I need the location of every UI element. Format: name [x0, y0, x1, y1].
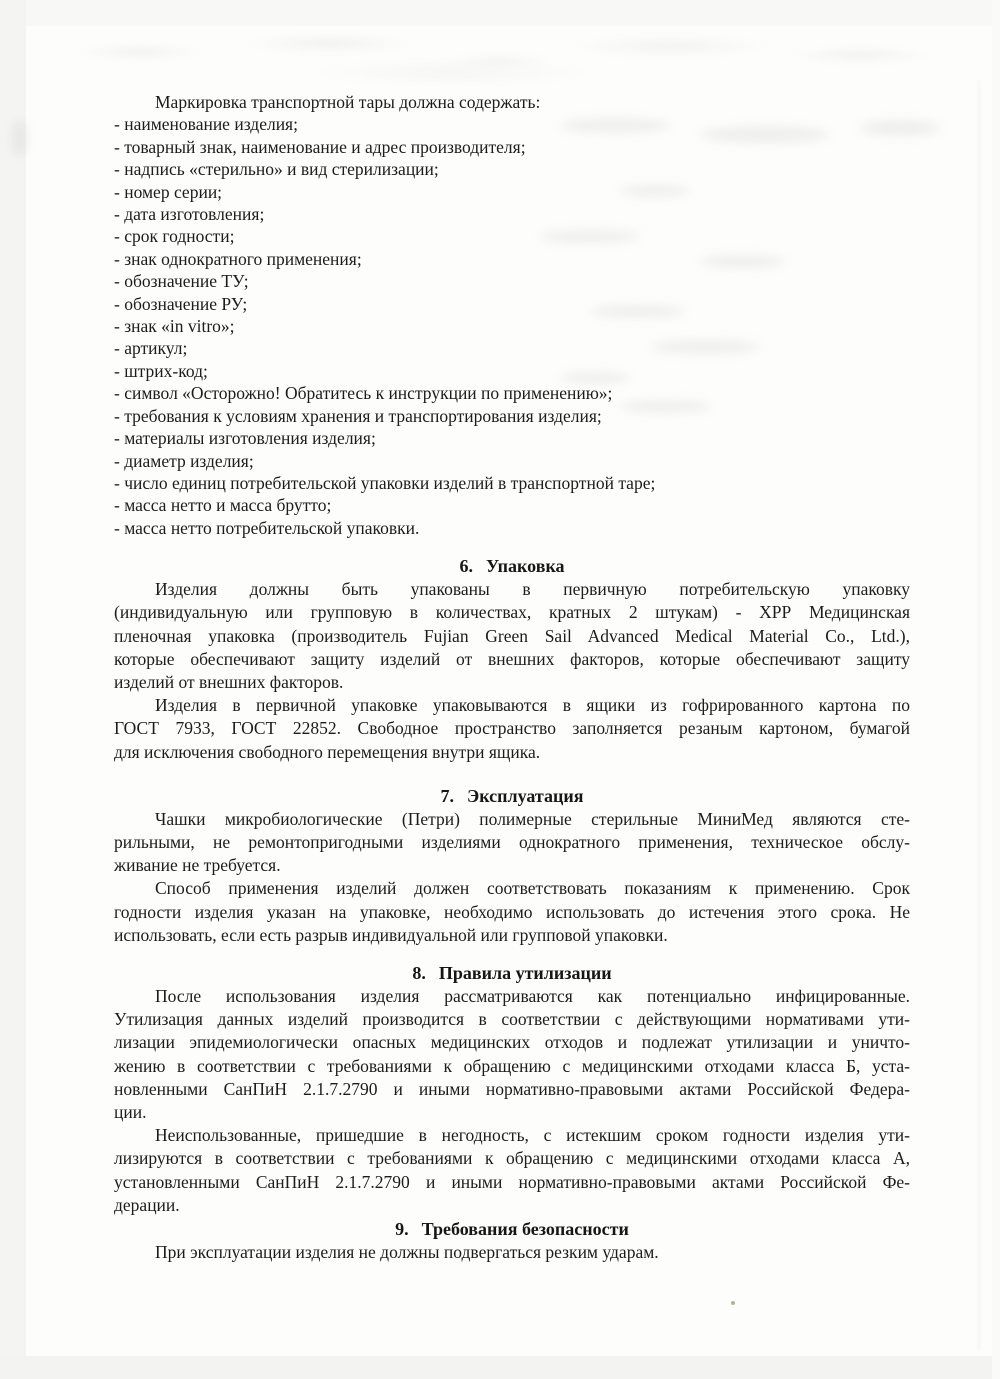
scan-edge-left	[0, 0, 26, 1379]
paragraph-line: жению в соответствии с требованиями к обращению с медицинскими отходами класса Б, уста-	[114, 1055, 910, 1076]
paragraph-line: изделий от внешних факторов.	[114, 671, 344, 692]
section-8-paragraph-1	[114, 985, 910, 1124]
section-7-heading	[114, 785, 910, 808]
section-7-paragraph-2	[114, 877, 910, 947]
scan-speck	[731, 1301, 735, 1305]
intro-line: Маркировка транспортной тары должна содержать:	[155, 92, 541, 112]
section-6-paragraph-2	[114, 694, 910, 764]
paragraph-line: лизируются в соответствии с требованиями к обращению с медицинскими отходами класса А,	[114, 1148, 910, 1169]
section-8-paragraph-2	[114, 1124, 910, 1217]
section-title: Правила утилизации	[438, 962, 612, 983]
marking-list-item: - штрих-код;	[114, 360, 208, 381]
paragraph-line: Изделия в первичной упаковке упаковываются в ящики из гофрированного картона по	[155, 695, 910, 716]
section-title: Требования безопасности	[421, 1219, 629, 1239]
paragraph-line: годности изделия указан на упаковке, необходимо использовать до истечения этого срока. Не	[114, 901, 910, 922]
marking-list-item: - товарный знак, наименование и адрес производителя;	[114, 136, 526, 157]
marking-list-item: - артикул;	[114, 338, 188, 359]
paragraph-line: лизации эпидемиологически опасных медицинских отходов и подлежат утилизации и уничто-	[114, 1032, 910, 1053]
section-number: 9.	[395, 1219, 409, 1239]
marking-list-item: - обозначение ТУ;	[114, 271, 249, 292]
marking-list-item: - дата изготовления;	[114, 204, 265, 225]
section-number: 6.	[459, 556, 473, 577]
marking-list-item: - диаметр изделия;	[114, 450, 254, 471]
paragraph-line: При эксплуатации изделия не должны подвергаться резким ударам.	[155, 1242, 659, 1262]
scan-line-right	[978, 80, 980, 1350]
scan-edge-right	[992, 0, 1000, 1379]
paragraph-line: Утилизация данных изделий производится в соответствии с действующими нормативами ути-	[114, 1009, 910, 1030]
scan-noise-top-band	[26, 26, 974, 84]
paragraph-line: использовать, если есть разрыв индивидуальной или групповой упаковки.	[114, 924, 668, 945]
paragraph-line: которые обеспечивают защиту изделий от внешних факторов, которые обеспечивают защиту	[114, 648, 910, 669]
paragraph-line: для исключения свободного перемещения внутри ящика.	[114, 741, 541, 762]
paragraph-line: новленными СанПиН 2.1.7.2790 и иными нормативно-правовыми актами Российской Федера-	[114, 1078, 910, 1099]
paragraph-line: дерации.	[114, 1194, 180, 1215]
scan-edge-bottom	[0, 1356, 1000, 1379]
paragraph-line: После использования изделия рассматриваются как потенциально инфицированные.	[155, 985, 910, 1006]
section-number: 7.	[440, 785, 455, 806]
marking-list-item: - масса нетто потребительской упаковки.	[114, 517, 420, 538]
marking-list-item: - требования к условиям хранения и транспортирования изделия;	[114, 405, 602, 426]
section-6-paragraph-1	[114, 578, 910, 694]
bleedthrough-mark	[12, 120, 28, 156]
marking-list-item: - символ «Осторожно! Обратитесь к инструкции по применению»;	[114, 383, 613, 404]
section-title: Упаковка	[485, 556, 565, 577]
marking-list-item: - знак «in vitro»;	[114, 316, 235, 337]
paragraph-line: Чашки микробиологические (Петри) полимерные стерильные МиниМед являются сте-	[155, 808, 910, 829]
section-title: Эксплуатация	[467, 785, 584, 806]
marking-list-item: - знак однократного применения;	[114, 248, 362, 269]
document-content	[114, 91, 910, 1264]
marking-list-item: - число единиц потребительской упаковки изделий в транспортной таре;	[114, 472, 656, 493]
marking-list	[114, 113, 910, 539]
paragraph-line: живание не требуется.	[114, 855, 281, 876]
paragraph-line: Изделия должны быть упакованы в первичную потребительскую упаковку	[155, 579, 910, 600]
section-9-heading	[114, 1218, 910, 1241]
paragraph-line: ции.	[114, 1101, 147, 1122]
paragraph-line: Неиспользованные, пришедшие в негодность, с истекшим сроком годности изделия ути-	[155, 1125, 910, 1146]
marking-list-item: - наименование изделия;	[114, 114, 298, 135]
paragraph-line: ГОСТ 7933, ГОСТ 22852. Свободное пространство заполняется резаным картоном, бумагой	[114, 718, 910, 739]
marking-list-item: - надпись «стерильно» и вид стерилизации;	[114, 159, 439, 180]
section-number: 8.	[412, 962, 426, 983]
paragraph-line: установленными СанПиН 2.1.7.2790 и иными нормативно-правовыми актами Российской Фе-	[114, 1171, 910, 1192]
paragraph-line: Способ применения изделий должен соответствовать показаниям к применению. Срок	[155, 878, 910, 899]
section-6-heading	[114, 555, 910, 578]
section-9-paragraph-1	[114, 1241, 910, 1264]
paragraph-line: пленочная упаковка (производитель Fujian Green Sail Advanced Medical Material Co., Ltd.),	[114, 625, 910, 646]
marking-list-item: - срок годности;	[114, 226, 235, 247]
section-8-heading	[114, 962, 910, 985]
paragraph-line: рильными, не ремонтопригодными изделиями однократного применения, техническое обслу-	[114, 831, 910, 852]
paragraph-line: (индивидуальную или групповую в количествах, кратных 2 штукам) - ХРР Медицинская	[114, 602, 910, 623]
section-7-paragraph-1	[114, 808, 910, 878]
marking-list-item: - материалы изготовления изделия;	[114, 428, 376, 449]
scan-edge-top	[0, 0, 1000, 26]
marking-list-item: - обозначение РУ;	[114, 293, 248, 314]
marking-list-item: - номер серии;	[114, 181, 223, 202]
marking-list-item: - масса нетто и масса брутто;	[114, 495, 332, 516]
